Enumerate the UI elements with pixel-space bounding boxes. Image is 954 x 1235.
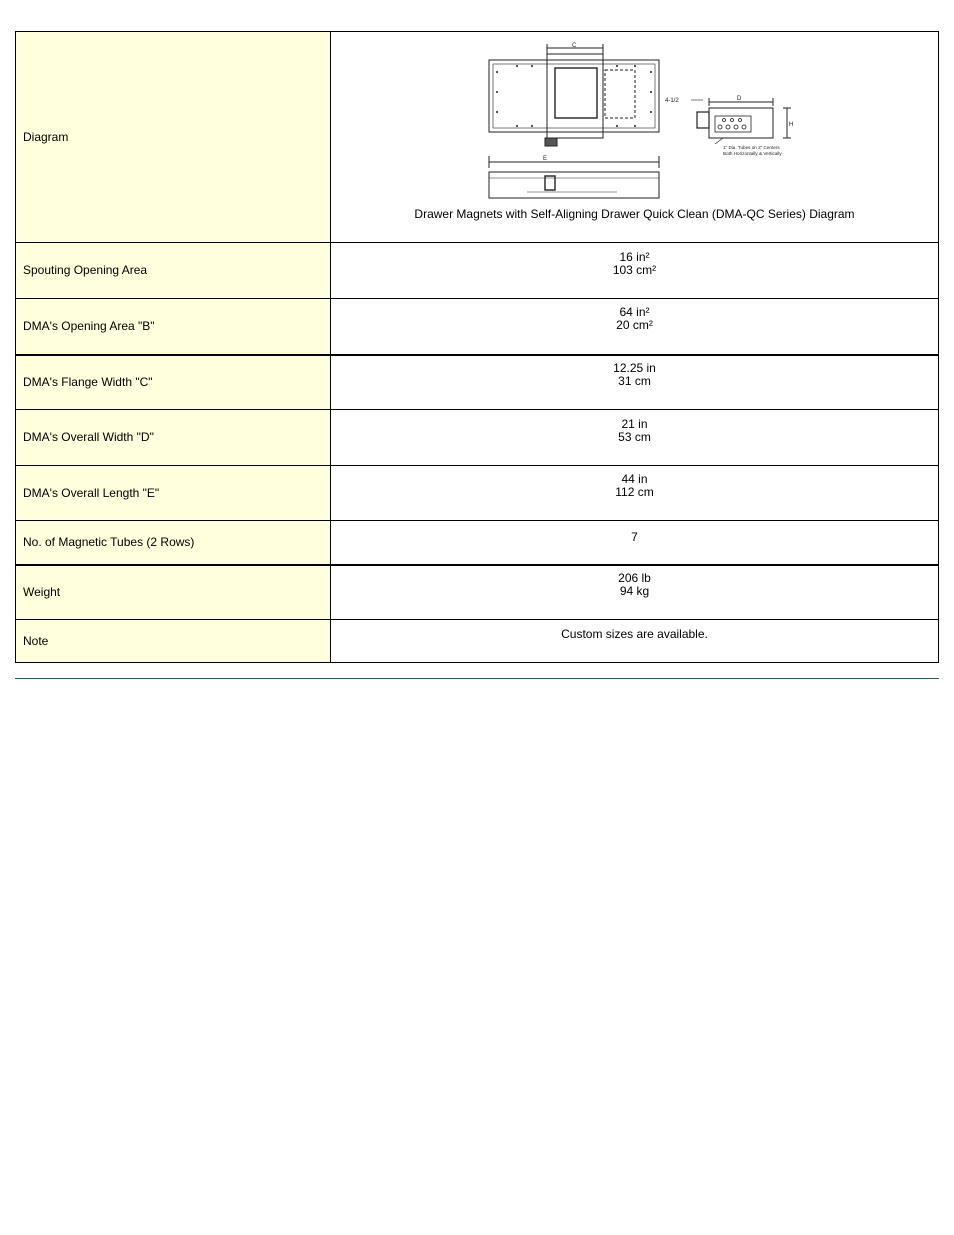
label-diagram: Diagram	[16, 32, 331, 243]
value-note	[331, 620, 939, 663]
diagram-label-e: E	[543, 156, 548, 162]
label-note: Note	[16, 620, 331, 663]
overall-width-d-metric: 53 cm	[618, 429, 651, 444]
row-opening-area-b	[16, 299, 939, 355]
flange-width-c-metric: 31 cm	[618, 374, 651, 389]
specification-table	[15, 31, 939, 663]
label-flange-width-c: DMA's Flange Width "C"	[16, 355, 331, 410]
magnetic-tubes-count: 7	[631, 529, 638, 544]
label-spouting-opening-area: Spouting Opening Area	[16, 243, 331, 299]
row-magnetic-tubes	[16, 521, 939, 565]
weight-metric: 94 kg	[619, 584, 650, 599]
row-weight	[16, 565, 939, 620]
label-overall-width-d: DMA's Overall Width "D"	[16, 410, 331, 466]
flange-width-c-imperial: 12.25 in	[613, 361, 656, 376]
value-weight	[331, 565, 939, 620]
diagram-cell	[331, 32, 939, 243]
diagram-label-h: H	[789, 122, 794, 128]
overall-length-e-metric: 112 cm	[615, 485, 654, 499]
diagram-tube-note-1: 1" Dia. Tubes on 2" Centers	[723, 145, 780, 150]
diagram-drawer-dashed	[605, 70, 635, 118]
value-magnetic-tubes	[331, 521, 939, 565]
label-opening-area-b: DMA's Opening Area "B"	[16, 299, 331, 355]
diagram-end-view	[709, 108, 773, 138]
value-opening-area-b	[331, 299, 939, 355]
diagram-opening	[555, 68, 597, 118]
spouting-opening-area-metric: 103 cm²	[612, 262, 657, 277]
row-diagram	[16, 32, 939, 243]
row-note	[16, 620, 939, 663]
note-text: Custom sizes are available.	[561, 626, 708, 641]
label-magnetic-tubes: No. of Magnetic Tubes (2 Rows)	[16, 521, 331, 565]
spouting-opening-area-imperial: 16 in²	[619, 249, 650, 264]
overall-width-d-imperial: 21 in	[621, 416, 648, 431]
footer-divider	[15, 678, 939, 679]
opening-area-b-imperial: 64 in²	[619, 305, 650, 320]
value-overall-width-d	[331, 410, 939, 466]
row-flange-width-c	[16, 355, 939, 410]
diagram-tube-note-2: Both Horizontally & Vertically	[723, 151, 782, 156]
weight-imperial: 206 lb	[618, 571, 651, 586]
drawer-magnet-diagram	[487, 42, 797, 202]
row-overall-length-e	[16, 466, 939, 521]
diagram-housing-top-view	[489, 60, 659, 132]
value-flange-width-c	[331, 355, 939, 410]
overall-length-e-imperial: 44 in	[621, 472, 648, 486]
diagram-label-c: C	[572, 43, 577, 49]
label-overall-length-e: DMA's Overall Length "E"	[16, 466, 331, 521]
diagram-label-d: D	[737, 96, 742, 102]
row-overall-width-d	[16, 410, 939, 466]
diagram-label-half: 4-1/2	[665, 98, 679, 104]
diagram-side-view	[489, 172, 659, 198]
label-weight: Weight	[16, 565, 331, 620]
opening-area-b-metric: 20 cm²	[616, 318, 653, 333]
value-overall-length-e	[331, 466, 939, 521]
value-spouting-opening-area	[331, 243, 939, 299]
diagram-caption: Drawer Magnets with Self-Aligning Drawer Quick Clean (DMA-QC Series) Diagram	[414, 207, 855, 221]
row-spouting-opening-area	[16, 243, 939, 299]
